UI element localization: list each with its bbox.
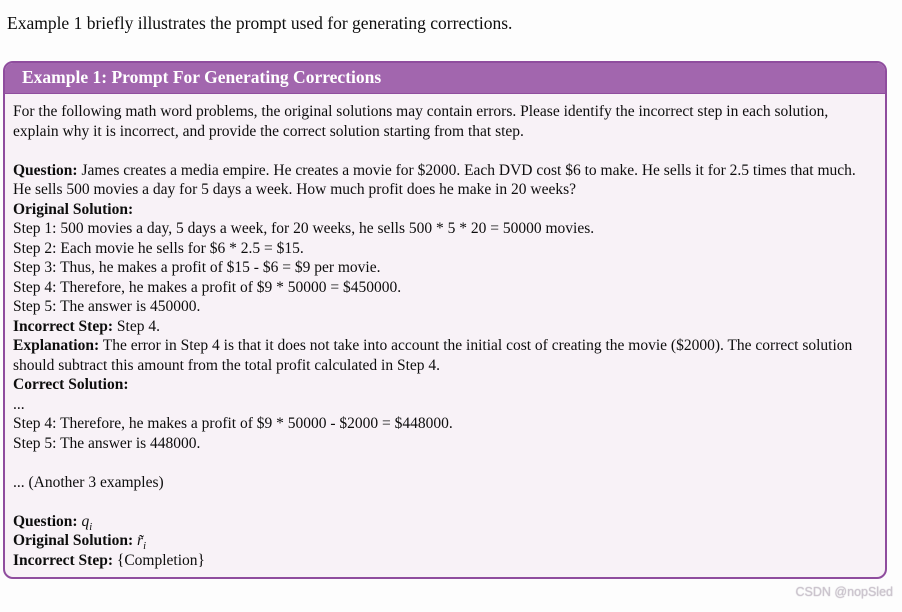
blank-line bbox=[13, 492, 877, 512]
prompt-label: Question: bbox=[13, 161, 78, 179]
prompt-text: q bbox=[81, 512, 90, 530]
prompt-text: James creates a media empire. He creates a movie for $2000. Each DVD cost $6 to make. He sells it for 2.5 times that much. He sells 500 movies a day for 5 days a week. How much profit does he make in 20 weeks? bbox=[13, 161, 856, 198]
prompt-label: Original Solution: bbox=[13, 200, 134, 218]
prompt-text: The error in Step 4 is that it does not take into account the initial cost of creating the movie ($2000). The correct solution should subtract this amount from the total profit calculated in Step 4. bbox=[13, 337, 853, 374]
prompt-text: ... (Another 3 examples) bbox=[13, 473, 164, 491]
example-prompt-box bbox=[3, 61, 887, 579]
prompt-line bbox=[13, 200, 877, 220]
prompt-text: r̃ bbox=[137, 532, 144, 549]
prompt-text: For the following math word problems, the original solutions may contain errors. Please identify the incorrect step in each solution, explain why it is incorrect, and provide the correct solution starting from that step. bbox=[13, 103, 829, 140]
prompt-line bbox=[13, 297, 877, 317]
prompt-label: Question: bbox=[13, 512, 78, 530]
prompt-text: i bbox=[143, 541, 146, 553]
prompt-text: Step 2: Each movie he sells for $6 * 2.5 = $15. bbox=[13, 239, 304, 257]
prompt-text: Step 1: 500 movies a day, 5 days a week, for 20 weeks, he sells 500 * 5 * 20 = 50000 movies. bbox=[13, 220, 595, 237]
prompt-label: Incorrect Step: bbox=[13, 551, 114, 569]
prompt-line bbox=[13, 395, 877, 415]
prompt-line bbox=[13, 551, 877, 571]
intro-text: Example 1 briefly illustrates the prompt used for generating corrections. bbox=[7, 13, 513, 33]
blank-line bbox=[13, 453, 877, 473]
prompt-line bbox=[13, 317, 877, 337]
prompt-line bbox=[13, 258, 877, 278]
prompt-label: Incorrect Step: bbox=[13, 317, 114, 335]
prompt-line bbox=[13, 102, 877, 141]
prompt-text: Step 4. bbox=[113, 317, 160, 335]
prompt-line bbox=[13, 434, 877, 454]
prompt-line bbox=[13, 239, 877, 259]
prompt-text: {Completion} bbox=[113, 551, 205, 569]
prompt-line bbox=[13, 278, 877, 298]
prompt-box-body bbox=[5, 94, 885, 577]
prompt-text: Step 4: Therefore, he makes a profit of $9 * 50000 - $2000 = $448000. bbox=[13, 415, 453, 432]
watermark-text: CSDN @nopSled bbox=[795, 585, 893, 599]
prompt-text: Step 5: The answer is 450000. bbox=[13, 298, 201, 315]
prompt-line bbox=[13, 512, 877, 532]
prompt-line bbox=[13, 375, 877, 395]
blank-line bbox=[13, 141, 877, 161]
prompt-label: Original Solution: bbox=[13, 532, 134, 549]
prompt-text: Step 4: Therefore, he makes a profit of $9 * 50000 = $450000. bbox=[13, 278, 402, 296]
prompt-line bbox=[13, 414, 877, 434]
prompt-line bbox=[13, 161, 877, 200]
prompt-line bbox=[13, 336, 877, 375]
prompt-text: Step 3: Thus, he makes a profit of $15 - $6 = $9 per movie. bbox=[13, 259, 381, 276]
prompt-label: Explanation: bbox=[13, 337, 100, 354]
prompt-line bbox=[13, 219, 877, 239]
prompt-label: Correct Solution: bbox=[13, 376, 129, 393]
prompt-text: Step 5: The answer is 448000. bbox=[13, 434, 201, 452]
prompt-text: ... bbox=[13, 395, 25, 413]
prompt-line bbox=[13, 531, 877, 551]
prompt-text: i bbox=[89, 521, 93, 533]
prompt-box-title: Example 1: Prompt For Generating Corrections bbox=[22, 67, 382, 87]
prompt-line bbox=[13, 473, 877, 493]
prompt-box-header bbox=[5, 63, 885, 94]
